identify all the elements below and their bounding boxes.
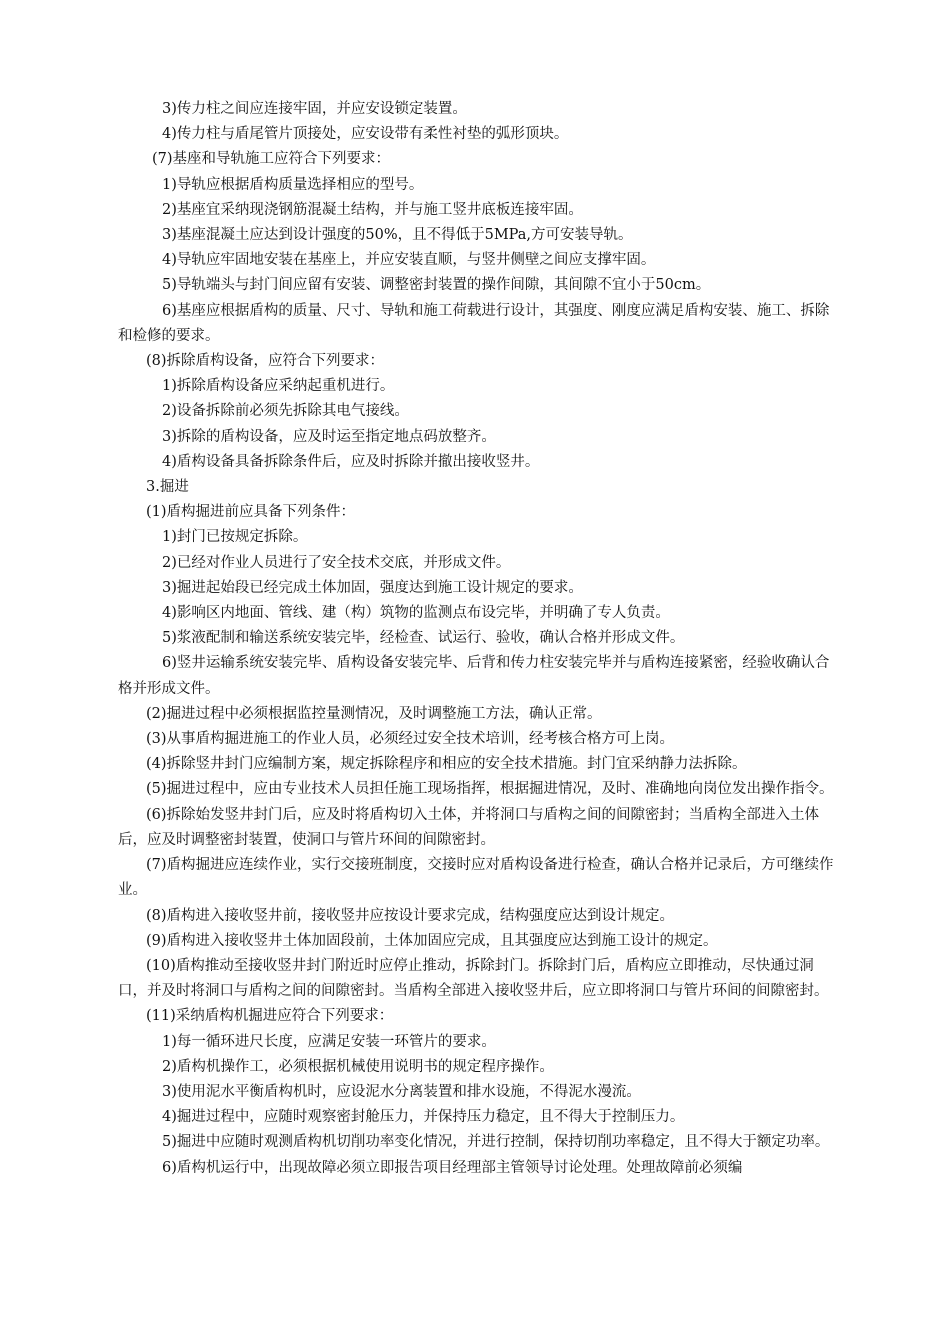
paragraph: 4)掘进过程中，应随时观察密封舱压力，并保持压力稳定，且不得大于控制压力。	[162, 1109, 685, 1126]
paragraph: (5)掘进过程中，应由专业技术人员担任施工现场指挥，根据掘进情况，及时、准确地向岗位发出操作指令。	[146, 781, 834, 798]
paragraph: 1)每一循环进尺长度，应满足安装一环管片的要求。	[162, 1033, 496, 1050]
paragraph: 6)盾构机运行中，出现故障必须立即报告项目经理部主管领导讨论处理。处理故障前必须编	[162, 1159, 743, 1176]
paragraph: 4)导轨应牢固地安装在基座上，并应安装直顺，与竖井侧壁之间应支撑牢固。	[162, 252, 656, 269]
paragraph: 4)影响区内地面、管线、建（构）筑物的监测点布设完毕，并明确了专人负责。	[162, 605, 670, 622]
paragraph: 6)竖井运输系统安装完毕、盾构设备安装完毕、后背和传力柱安装完毕并与盾构连接紧密，经验收确认合格并形成文件。	[118, 655, 830, 697]
paragraph: (6)拆除始发竖井封门后，应及时将盾构切入土体，并将洞口与盾构之间的间隙密封；当盾构全部进入土体后，应及时调整密封装置，使洞口与管片环间的间隙密封。	[118, 806, 820, 848]
paragraph: 4)传力柱与盾尾管片顶接处，应安设带有柔性衬垫的弧形顶块。	[162, 126, 569, 143]
paragraph: 1)拆除盾构设备应采纳起重机进行。	[162, 378, 395, 395]
paragraph: 2)盾构机操作工，必须根据机械使用说明书的规定程序操作。	[162, 1058, 554, 1075]
paragraph: 3)基座混凝土应达到设计强度的50%，且不得低于5MPa,方可安装导轨。	[162, 227, 633, 244]
paragraph: 3.掘进	[146, 479, 189, 496]
paragraph: 2)基座宜采纳现浇钢筋混凝土结构，并与施工竖井底板连接牢固。	[162, 201, 583, 218]
paragraph: 1)封门已按规定拆除。	[162, 529, 308, 546]
paragraph: (2)掘进过程中必须根据监控量测情况，及时调整施工方法，确认正常。	[146, 705, 602, 722]
paragraph: 3)掘进起始段已经完成土体加固，强度达到施工设计规定的要求。	[162, 579, 583, 596]
paragraph: 5)掘进中应随时观测盾构机切削功率变化情况，并进行控制，保持切削功率稳定，且不得大于额定功率。	[162, 1134, 830, 1151]
paragraph: (10)盾构推动至接收竖井封门附近时应停止推动，拆除封门。拆除封门后，盾构应立即推动，尽快通过洞口，并及时将洞口与盾构之间的间隙密封。当盾构全部进入接收竖井后，应立即将洞口与管片环间的间隙密封。	[118, 957, 829, 1000]
paragraph: (8)拆除盾构设备，应符合下列要求：	[146, 353, 385, 370]
paragraph: (9)盾构进入接收竖井土体加固段前，土体加固应完成，且其强度应达到施工设计的规定。	[146, 932, 718, 949]
paragraph: (7)基座和导轨施工应符合下列要求：	[152, 151, 391, 168]
document-body	[118, 97, 840, 1181]
paragraph: 1)导轨应根据盾构质量选择相应的型号。	[162, 176, 424, 193]
paragraph: 5)导轨端头与封门间应留有安装、调整密封装置的操作间隙，其间隙不宜小于50cm。	[162, 277, 711, 294]
paragraph: (3)从事盾构掘进施工的作业人员，必须经过安全技术培训，经考核合格方可上岗。	[146, 731, 675, 748]
paragraph: 3)拆除的盾构设备，应及时运至指定地点码放整齐。	[162, 428, 496, 445]
paragraph: 2)设备拆除前必须先拆除其电气接线。	[162, 403, 409, 420]
paragraph: 6)基座应根据盾构的质量、尺寸、导轨和施工荷载进行设计，其强度、刚度应满足盾构安装、施工、拆除和检修的要求。	[118, 302, 830, 344]
paragraph: (11)采纳盾构机掘进应符合下列要求：	[146, 1008, 394, 1025]
paragraph: 2)已经对作业人员进行了安全技术交底，并形成文件。	[162, 554, 511, 571]
paragraph: 5)浆液配制和输送系统安装完毕，经检查、试运行、验收，确认合格并形成文件。	[162, 630, 685, 647]
paragraph: (7)盾构掘进应连续作业，实行交接班制度，交接时应对盾构设备进行检查，确认合格并记录后，方可继续作业。	[118, 857, 834, 899]
paragraph: 3)使用泥水平衡盾构机时，应设泥水分离装置和排水设施，不得泥水漫流。	[162, 1083, 641, 1100]
paragraph: (8)盾构进入接收竖井前，接收竖井应按设计要求完成，结构强度应达到设计规定。	[146, 907, 675, 924]
paragraph: 4)盾构设备具备拆除条件后，应及时拆除并撤出接收竖井。	[162, 453, 540, 470]
paragraph: (4)拆除竖井封门应编制方案，规定拆除程序和相应的安全技术措施。封门宜采纳静力法拆除。	[146, 756, 747, 773]
paragraph: (1)盾构掘进前应具备下列条件：	[146, 504, 356, 521]
paragraph: 3)传力柱之间应连接牢固，并应安设锁定装置。	[162, 101, 467, 117]
